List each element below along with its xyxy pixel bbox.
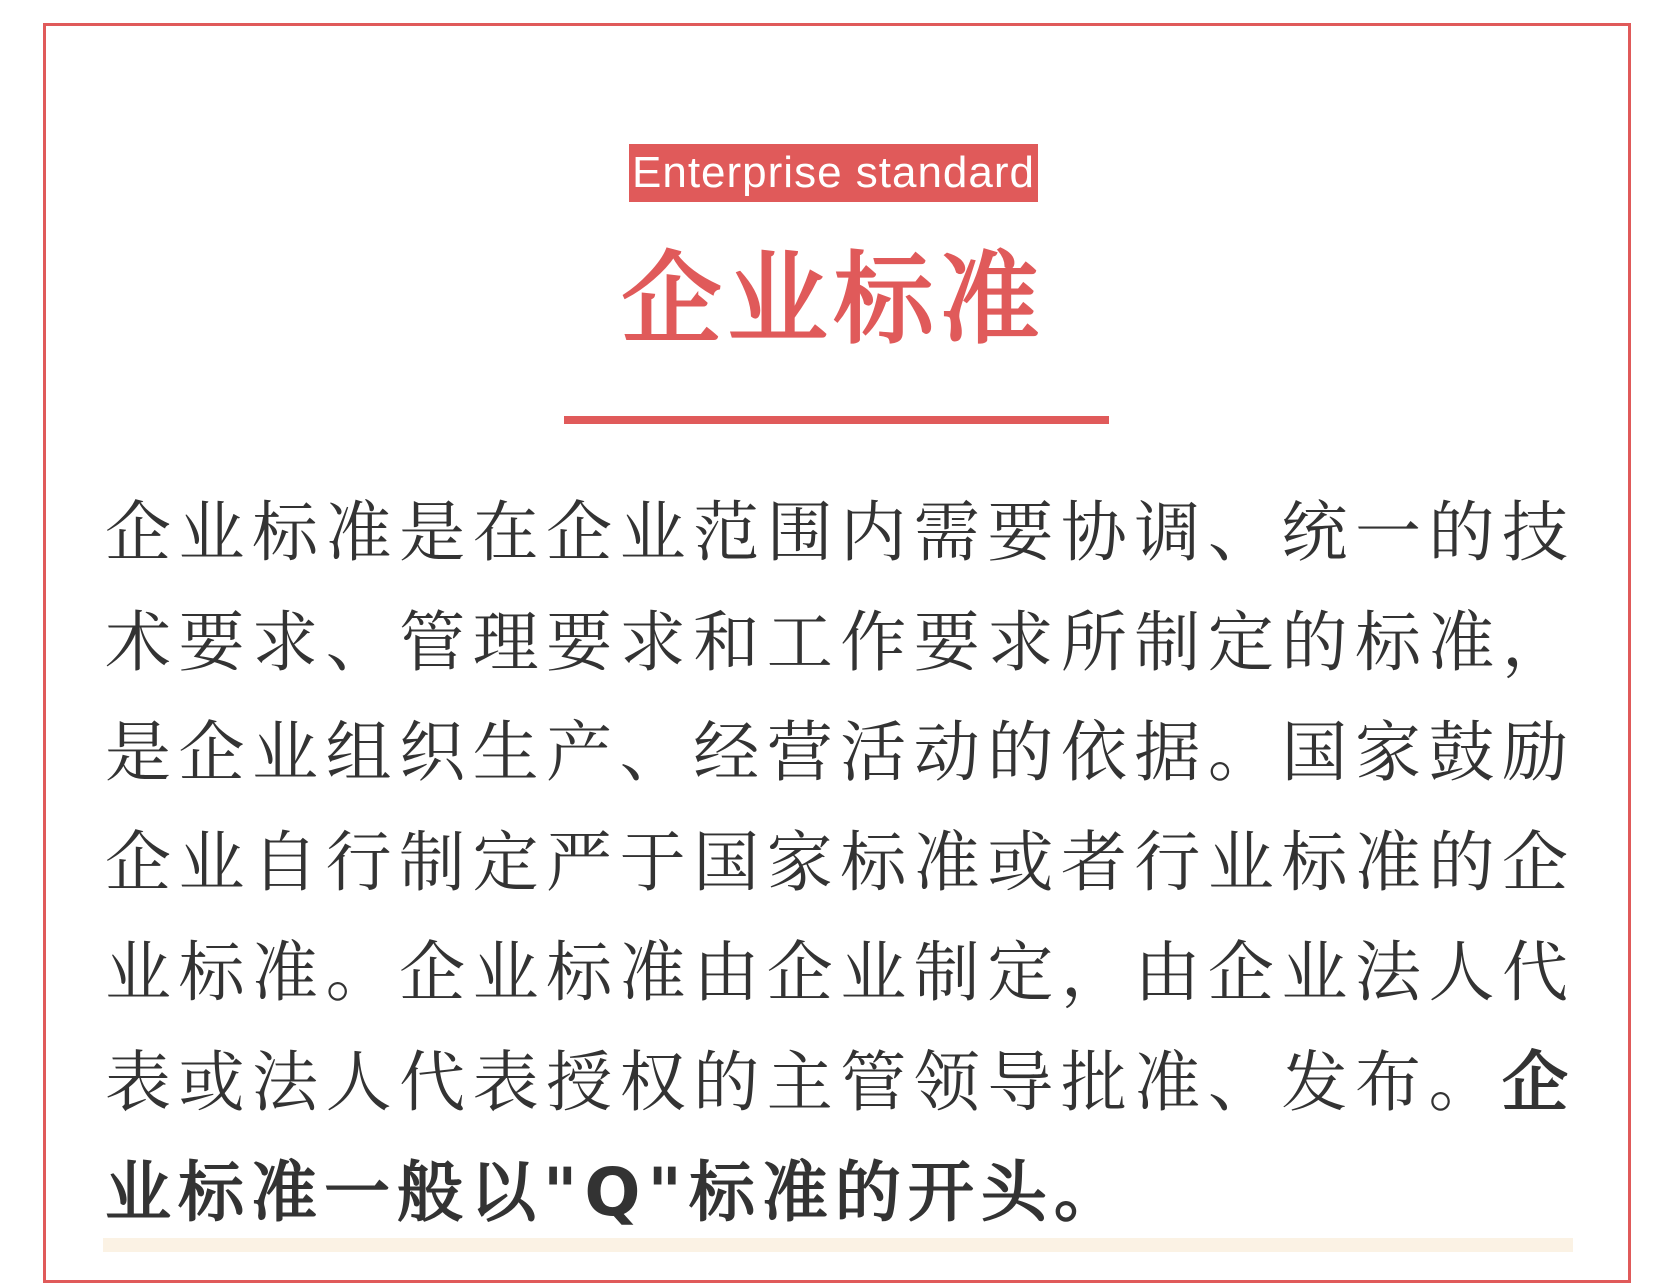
bottom-band (103, 1238, 1573, 1252)
english-subtitle-tag: Enterprise standard (629, 144, 1038, 202)
section-title: 企业标准 (621, 241, 1046, 358)
title-divider (564, 416, 1109, 424)
body-emphasis: 企业标准一般以"Q"标准的开头。 (105, 1044, 1575, 1231)
body-text: 企业标准是在企业范围内需要协调、统一的技术要求、管理要求和工作要求所制定的标准，是企业组织生产、经营活动的依据。国家鼓励企业自行制定严于国家标准或者行业标准的企业标准。企业标准由企业制定，由企业法人代表或法人代表授权的主管领导批准、发布。 (105, 494, 1575, 1121)
body-paragraph (105, 478, 1575, 1248)
tag-wrapper (0, 144, 1667, 202)
